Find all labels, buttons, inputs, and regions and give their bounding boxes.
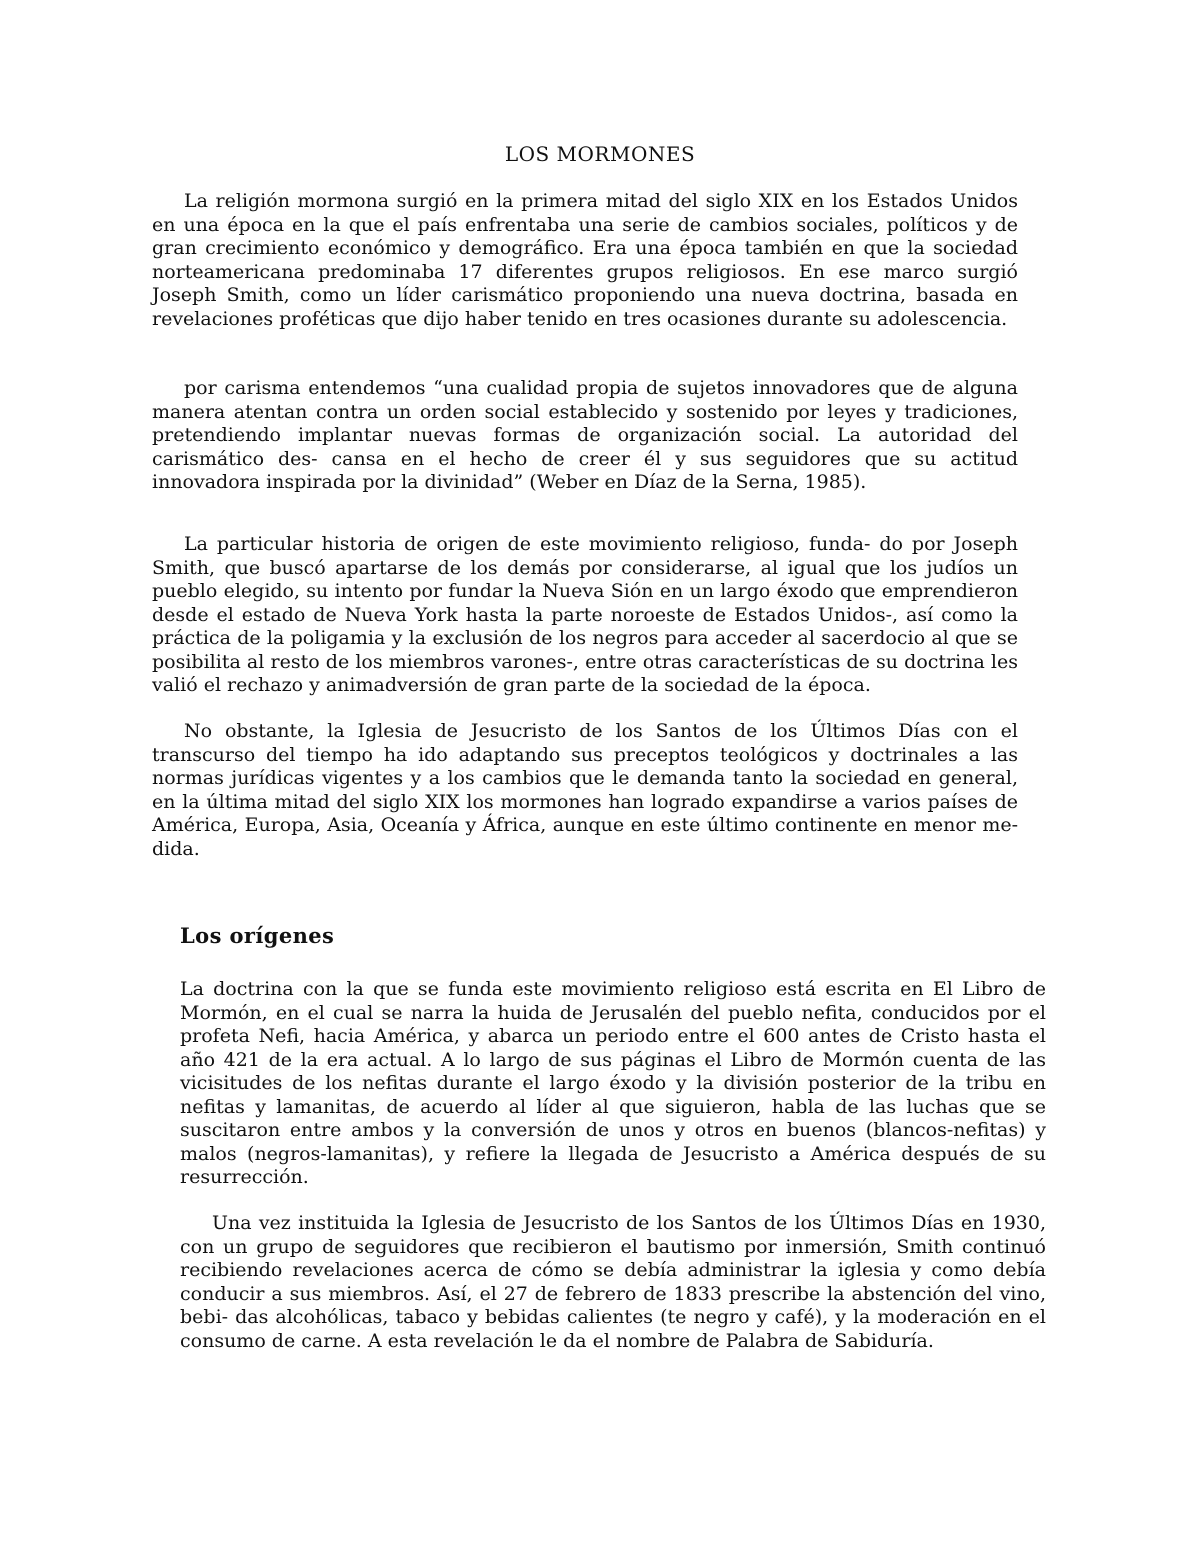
paragraph-word-of-wisdom: Una vez instituida la Iglesia de Jesucristo de los Santos de los Últimos Días en 1930, con un grupo de seguidores que recibieron el bautismo por inmersión, Smith continuó recibiendo revelaciones acerca de cómo se debía administrar la iglesia y como debía conducir a sus miembros. Así, el 27 de febrero de 1833 prescribe la abstención del vino, bebi- das alcohólicas, tabaco y bebidas calientes (te negro y café), y la moderación en el consumo de carne. A esta revelación le da el nombre de Palabra de Sabiduría. bbox=[180, 1212, 1046, 1352]
paragraph-book-of-mormon: La doctrina con la que se funda este movimiento religioso está escrita en El Libro de Mormón, en el cual se narra la huida de Jerusalén del pueblo nefita, conducidos por el profeta Nefi, hacia América, y abarca un periodo entre el 600 antes de Cristo hasta el año 421 de la era actual. A lo largo de sus páginas el Libro de Mormón cuenta de las vicisitudes de los nefitas durante el largo éxodo y la división posterior de la tribu en nefitas y lamanitas, de acuerdo al líder al que siguieron, habla de las luchas que se suscitaron entre ambos y la conversión de unos y otros en buenos (blancos-nefitas) y malos (negros-lamanitas), y refiere la llegada de Jesucristo a América después de su resurrección. bbox=[180, 978, 1046, 1188]
paragraph-charisma-quote: por carisma entendemos “una cualidad propia de sujetos innovadores que de alguna manera atentan contra un orden social establecido y sostenido por leyes y tradiciones, pretendiendo implantar nuevas formas de organización social. La autoridad del carismático des- cansa en el hecho de creer él y sus seguidores que su actitud innovadora inspirada por la divinidad” (Weber en Díaz de la Serna, 1985). bbox=[152, 377, 1018, 493]
document-title: LOS MORMONES bbox=[504, 142, 696, 166]
paragraph-origin-history: La particular historia de origen de este movimiento religioso, funda- do por Joseph Smith, que buscó apartarse de los demás por considerarse, al igual que los judíos un pueblo elegido, su intento por fundar la Nueva Sión en un largo éxodo que emprendieron desde el estado de Nueva York hasta la parte noroeste de Estados Unidos-, así como la práctica de la poligamia y la exclusión de los negros para acceder al sacerdocio al que se posibilita al resto de los miembros varones-, entre otras características de su doctrina les valió el rechazo y animadversión de gran parte de la sociedad de la época. bbox=[152, 533, 1018, 696]
paragraph-intro: La religión mormona surgió en la primera mitad del siglo XIX en los Estados Unidos en una época en la que el país enfrentaba una serie de cambios sociales, políticos y de gran crecimiento económico y demográfico. Era una época también en que la sociedad norteamericana predominaba 17 diferentes grupos religiosos. En ese marco surgió Joseph Smith, como un líder carismático proponiendo una nueva doctrina, basada en revelaciones proféticas que dijo haber tenido en tres ocasiones durante su adolescencia. bbox=[152, 190, 1018, 330]
section-heading: Los orígenes bbox=[180, 923, 335, 948]
paragraph-adaptation: No obstante, la Iglesia de Jesucristo de los Santos de los Últimos Días con el transcurso del tiempo ha ido adaptando sus preceptos teológicos y doctrinales a las normas jurídicas vigentes y a los cambios que le demanda tanto la sociedad en general, en la última mitad del siglo XIX los mormones han logrado expandirse a varios países de América, Europa, Asia, Oceanía y África, aunque en este último continente en menor me- dida. bbox=[152, 720, 1018, 860]
